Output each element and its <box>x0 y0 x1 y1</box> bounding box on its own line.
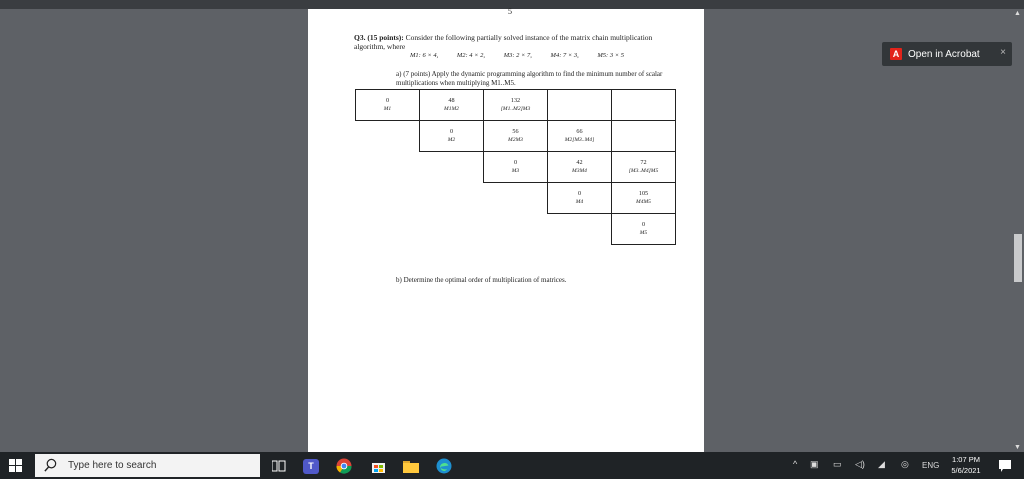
dp-cell-value: 0 <box>449 128 454 135</box>
store-icon[interactable] <box>369 457 387 475</box>
dp-cell-1-4 <box>548 90 612 121</box>
dp-cell-3-5 <box>612 152 676 183</box>
scrollbar-thumb[interactable] <box>1014 234 1022 282</box>
dp-cell-split: [M1..M2]M3 <box>500 106 531 112</box>
battery-icon[interactable]: ▭ <box>833 459 842 469</box>
dp-cell-value: 66 <box>576 128 583 135</box>
dp-cell-split: M5 <box>639 230 648 236</box>
open-in-acrobat-button[interactable] <box>882 42 1012 66</box>
dp-table-row <box>356 90 676 121</box>
dp-cell-value: 132 <box>510 97 521 104</box>
dp-empty-cell <box>356 183 420 214</box>
dp-cell-split: M2M3 <box>508 137 523 143</box>
dp-empty-cell <box>484 214 548 245</box>
viewer-top-bar <box>0 0 1024 9</box>
tray-chevron-icon[interactable]: ^ <box>793 459 798 469</box>
notification-icon[interactable] <box>996 457 1014 475</box>
scroll-down-icon[interactable]: ▼ <box>1014 444 1021 451</box>
question-body: Consider the following partially solved instance of the matrix chain multiplication algorithm, where <box>354 33 653 51</box>
dp-empty-cell <box>356 214 420 245</box>
dp-cell-split: M4M5 <box>636 199 651 205</box>
task-view-icon[interactable] <box>270 457 288 475</box>
network-icon[interactable]: ◢ <box>878 459 885 469</box>
matrix-1: M1: 6 × 4, <box>410 52 439 59</box>
dp-table-row <box>356 214 676 245</box>
chrome-icon[interactable] <box>335 457 353 475</box>
windows-start-icon[interactable] <box>9 459 22 472</box>
search-placeholder: Type here to search <box>68 460 157 471</box>
dp-cell-value: 0 <box>577 190 582 197</box>
dp-table-row <box>356 183 676 214</box>
dp-cell-4-4 <box>548 183 612 214</box>
dp-cell-5-5 <box>612 214 676 245</box>
dp-cell-4-5 <box>612 183 676 214</box>
acrobat-icon: A <box>890 48 902 60</box>
dp-cell-2-2 <box>420 121 484 152</box>
search-icon <box>43 458 58 473</box>
dp-table <box>355 89 676 245</box>
taskbar-search-box[interactable] <box>35 454 260 477</box>
dp-cell-split: M2 <box>447 137 456 143</box>
dp-cell-split: M2[M3..M4] <box>564 137 595 143</box>
clock[interactable] <box>944 454 988 476</box>
dp-table-row <box>356 121 676 152</box>
dp-cell-value: 0 <box>513 159 518 166</box>
dp-empty-cell <box>548 214 612 245</box>
pdf-page <box>308 9 704 452</box>
dp-cell-3-4 <box>548 152 612 183</box>
matrix-5: M5: 3 × 5 <box>597 52 624 59</box>
dp-cell-1-1 <box>356 90 420 121</box>
dp-cell-value: 72 <box>640 159 647 166</box>
security-icon[interactable]: ▣ <box>810 459 819 469</box>
question-label: Q3. (15 points): <box>354 33 404 42</box>
dp-cell-1-2 <box>420 90 484 121</box>
matrix-2: M2: 4 × 2, <box>456 52 486 59</box>
dp-cell-2-3 <box>484 121 548 152</box>
dp-cell-value: 48 <box>448 97 455 104</box>
question-text <box>354 33 654 51</box>
dp-empty-cell <box>484 183 548 214</box>
dp-cell-value: 0 <box>385 97 390 104</box>
scroll-up-icon[interactable]: ▲ <box>1014 10 1021 17</box>
dp-table-row <box>356 152 676 183</box>
dp-empty-cell <box>420 183 484 214</box>
clock-date: 5/6/2021 <box>951 466 981 475</box>
dp-cell-split: M4 <box>575 199 584 205</box>
page-number: 5 <box>508 7 512 16</box>
matrix-4: M4: 7 × 3, <box>550 52 579 59</box>
dp-cell-2-4 <box>548 121 612 152</box>
meet-icon[interactable]: ◎ <box>901 459 909 469</box>
dp-empty-cell <box>420 214 484 245</box>
part-a-text: a) (7 points) Apply the dynamic programming algorithm to find the minimum number of scalar multiplications when multiplying M1..M5. <box>396 70 663 87</box>
dp-cell-2-5 <box>612 121 676 152</box>
dp-cell-value: 42 <box>576 159 583 166</box>
dp-cell-value: 105 <box>638 190 649 197</box>
dp-empty-cell <box>356 121 420 152</box>
dp-empty-cell <box>420 152 484 183</box>
dp-cell-value: 56 <box>512 128 519 135</box>
language-indicator[interactable]: ENG <box>922 461 940 470</box>
clock-time: 1:07 PM <box>952 455 980 464</box>
part-b-text: b) Determine the optimal order of multiplication of matrices. <box>396 276 567 284</box>
dp-empty-cell <box>356 152 420 183</box>
open-in-acrobat-label: Open in Acrobat <box>908 48 980 60</box>
close-icon[interactable]: × <box>1000 47 1006 58</box>
dp-cell-split: [M3..M4]M5 <box>628 168 659 174</box>
dp-cell-split: M3 <box>511 168 520 174</box>
taskbar <box>0 452 1024 479</box>
dp-cell-split: M1 <box>383 106 392 112</box>
matrix-dimensions <box>410 52 641 59</box>
dp-cell-split: M1M2 <box>444 106 459 112</box>
volume-icon[interactable]: ◁) <box>855 459 865 469</box>
dp-cell-3-3 <box>484 152 548 183</box>
vertical-scrollbar[interactable] <box>1012 9 1024 452</box>
teams-icon[interactable]: T <box>302 457 320 475</box>
dp-cell-value: 0 <box>641 221 646 228</box>
dp-cell-1-3 <box>484 90 548 121</box>
edge-icon[interactable] <box>435 457 453 475</box>
matrix-3: M3: 2 × 7, <box>503 52 532 59</box>
file-explorer-icon[interactable] <box>402 457 420 475</box>
dp-cell-1-5 <box>612 90 676 121</box>
dp-cell-split: M3M4 <box>572 168 587 174</box>
